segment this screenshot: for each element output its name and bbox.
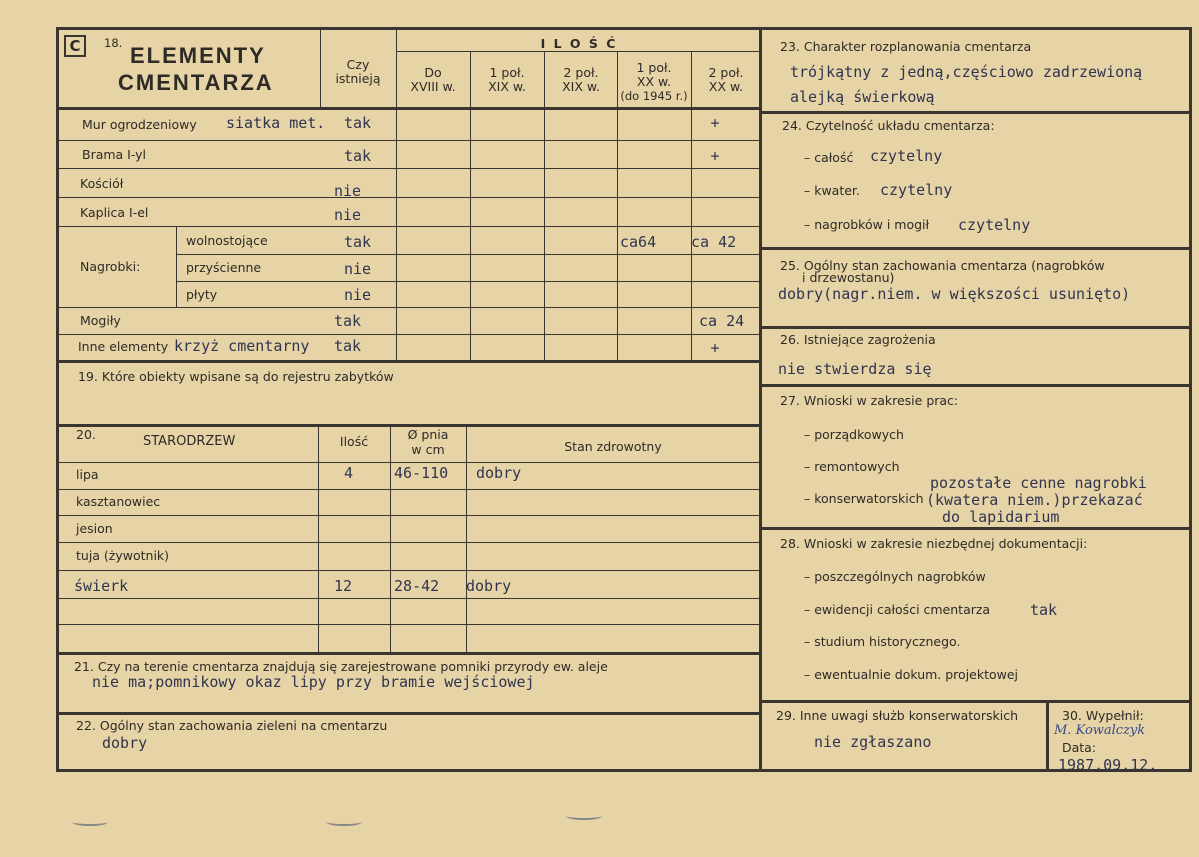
section-29-value: nie zgłaszano <box>814 733 932 751</box>
center-divider <box>759 27 762 772</box>
section-22-label: 22. Ogólny stan zachowania zieleni na cmentarzu <box>76 718 388 733</box>
works-item: – porządkowych <box>804 427 904 442</box>
section-25-label-line1: 25. Ogólny stan zachowania cmentarza (nagrobków <box>780 258 1105 273</box>
row-qty-value: ca64 <box>620 233 657 251</box>
legibility-item-value: czytelny <box>880 181 953 199</box>
tree-name: tuja (żywotnik) <box>76 548 170 563</box>
grid-line <box>56 542 760 543</box>
nagrobki-label: Nagrobki: <box>80 259 141 274</box>
quantity-header: I L O Ś Ć <box>540 36 618 51</box>
row-qty-value: + <box>710 114 720 132</box>
grid-line <box>56 624 760 625</box>
documentation-item-value: tak <box>1030 601 1058 619</box>
row-label: Brama I-yl <box>82 147 147 162</box>
row-label: Mur ogrodzeniowy <box>82 117 197 132</box>
period-col-header: 2 poł. <box>708 65 744 80</box>
row-exists-value: nie <box>344 286 372 304</box>
legibility-item-value: czytelny <box>958 216 1031 234</box>
grid-line <box>56 489 760 490</box>
section-23-value-line2: alejką świerkową <box>790 88 935 106</box>
grid-line <box>396 51 760 52</box>
section-21-value: nie ma;pomnikowy okaz lipy przy bramie wejściowej <box>92 673 535 691</box>
period-col-header: 1 poł. <box>636 60 672 75</box>
grid-line <box>56 334 760 335</box>
form-letter-box: C <box>64 35 86 57</box>
grid-line <box>56 652 760 655</box>
section-29-label: 29. Inne uwagi służb konserwatorskich <box>776 708 1018 723</box>
section-19-label: 19. Które obiekty wpisane są do rejestru zabytków <box>78 369 394 384</box>
tree-diameter: 28-42 <box>394 577 440 595</box>
row-label: Kaplica I-el <box>80 205 149 220</box>
trees-diameter-unit: w cm <box>411 442 445 457</box>
legibility-item-value: czytelny <box>870 147 943 165</box>
exists-header-line2: istnieją <box>335 71 381 86</box>
row-extra-value: siatka met. <box>226 114 326 132</box>
documentation-item: – studium historycznego. <box>804 634 961 649</box>
section-25-label-line2: i drzewostanu) <box>802 270 895 285</box>
tree-diameter: 46-110 <box>394 464 449 482</box>
tree-state: dobry <box>466 577 512 595</box>
legibility-item-label: – kwater. <box>804 183 860 198</box>
row-qty-value: ca 24 <box>699 312 745 330</box>
period-col-header: XX w. <box>708 79 744 94</box>
works-item: – konserwatorskich <box>804 491 924 506</box>
section-27-value-line2: (kwatera niem.)przekazać <box>926 491 1143 509</box>
grid-line <box>56 140 760 141</box>
grid-line <box>760 247 1192 250</box>
grid-line <box>176 281 760 282</box>
grid-line <box>176 254 760 255</box>
grid-line <box>470 51 471 360</box>
tree-name: świerk <box>74 577 129 595</box>
period-col-header: 1 poł. <box>489 65 525 80</box>
staple-mark <box>566 812 602 820</box>
section-30-label: 30. Wypełnił: <box>1062 708 1144 723</box>
row-exists-value: nie <box>344 260 372 278</box>
row-label: płyty <box>186 287 218 302</box>
grid-line <box>544 51 545 360</box>
trees-diameter-header: Ø pnia <box>407 427 449 442</box>
section-20-title: STARODRZEW <box>143 434 236 449</box>
tree-name: kasztanowiec <box>76 494 161 509</box>
row-exists-value: tak <box>344 233 372 251</box>
grid-line <box>466 424 467 652</box>
section-23-label: 23. Charakter rozplanowania cmentarza <box>780 39 1032 54</box>
works-item: – remontowych <box>804 459 900 474</box>
section-25-value: dobry(nagr.niem. w większości usunięto) <box>778 285 1131 303</box>
grid-line <box>56 307 760 308</box>
grid-line <box>1046 700 1049 772</box>
row-exists-value: nie <box>334 182 362 200</box>
row-exists-value: nie <box>334 206 362 224</box>
trees-qty-header: Ilość <box>339 434 369 449</box>
form-title-line2: CMENTARZA <box>118 70 274 95</box>
row-extra-value: krzyż cmentarny <box>174 337 310 355</box>
period-col-header: 2 poł. <box>563 65 599 80</box>
row-exists-value: tak <box>334 312 362 330</box>
signature: M. Kowalczyk <box>1054 723 1146 738</box>
grid-line <box>318 424 319 652</box>
date-label: Data: <box>1062 740 1097 755</box>
documentation-item: – ewidencji całości cmentarza <box>804 602 991 617</box>
row-label: Kościół <box>80 176 124 191</box>
legibility-item-label: – całość <box>804 150 854 165</box>
row-qty-value: ca 42 <box>691 233 737 251</box>
grid-line <box>760 527 1192 530</box>
grid-line <box>760 384 1192 387</box>
grid-line <box>617 51 618 360</box>
period-col-header: XX w. <box>636 74 672 89</box>
period-col-header: XIX w. <box>562 79 600 94</box>
tree-name: lipa <box>76 467 99 482</box>
section-24-label: 24. Czytelność układu cmentarza: <box>782 118 995 133</box>
documentation-item: – ewentualnie dokum. projektowej <box>804 667 1019 682</box>
tree-qty: 4 <box>344 464 354 482</box>
grid-line <box>56 712 760 715</box>
section-20-number: 20. <box>76 427 96 442</box>
tree-qty: 12 <box>334 577 353 595</box>
section-28-label: 28. Wnioski w zakresie niezbędnej dokumentacji: <box>780 536 1088 551</box>
section-27-value-line3: do lapidarium <box>942 508 1060 526</box>
documentation-item: – poszczególnych nagrobków <box>804 569 986 584</box>
grid-line <box>176 226 177 307</box>
row-qty-value: + <box>710 339 720 357</box>
grid-line <box>56 168 760 169</box>
period-col-header: XIX w. <box>488 79 526 94</box>
period-col-header: Do <box>424 65 442 80</box>
row-label: przyścienne <box>186 260 262 275</box>
grid-line <box>56 462 760 463</box>
staple-mark <box>72 818 108 826</box>
grid-line <box>396 27 397 360</box>
grid-line <box>760 700 1192 703</box>
trees-state-header: Stan zdrowotny <box>564 439 662 454</box>
form-title-line1: ELEMENTY <box>130 43 266 68</box>
section-27-label: 27. Wnioski w zakresie prac: <box>780 393 959 408</box>
exists-header-line1: Czy <box>346 57 370 72</box>
section-23-value-line1: trójkątny z jedną,częściowo zadrzewioną <box>790 63 1143 81</box>
grid-line <box>56 226 760 227</box>
grid-line <box>691 51 692 360</box>
row-label: wolnostojące <box>186 233 268 248</box>
row-qty-value: + <box>710 147 720 165</box>
grid-line <box>56 570 760 571</box>
grid-line <box>56 107 760 110</box>
grid-line <box>320 27 321 108</box>
grid-line <box>56 360 760 363</box>
section-21-label: 21. Czy na terenie cmentarza znajdują się zarejestrowane pomniki przyrody ew. aleje <box>74 659 608 674</box>
section-26-label: 26. Istniejące zagrożenia <box>780 332 936 347</box>
row-exists-value: tak <box>334 337 362 355</box>
grid-line <box>56 598 760 599</box>
grid-line <box>56 197 760 198</box>
period-col-header: (do 1945 r.) <box>620 89 688 103</box>
grid-line <box>56 515 760 516</box>
date-value: 1987.09.12. <box>1058 756 1158 774</box>
legibility-item-label: – nagrobków i mogił <box>804 217 930 232</box>
period-col-header: XVIII w. <box>410 79 456 94</box>
row-label: Mogiły <box>80 313 121 328</box>
section-26-value: nie stwierdza się <box>778 360 932 378</box>
section-27-value-line1: pozostałe cenne nagrobki <box>930 474 1147 492</box>
row-exists-value: tak <box>344 147 372 165</box>
grid-line <box>390 424 391 652</box>
grid-line <box>760 111 1192 114</box>
staple-mark <box>326 818 362 826</box>
grid-line <box>760 326 1192 329</box>
section-22-value: dobry <box>102 734 148 752</box>
section-number: 18. <box>104 36 123 50</box>
tree-name: jesion <box>76 521 113 536</box>
row-exists-value: tak <box>344 114 372 132</box>
row-label: Inne elementy <box>78 339 169 354</box>
tree-state: dobry <box>476 464 522 482</box>
